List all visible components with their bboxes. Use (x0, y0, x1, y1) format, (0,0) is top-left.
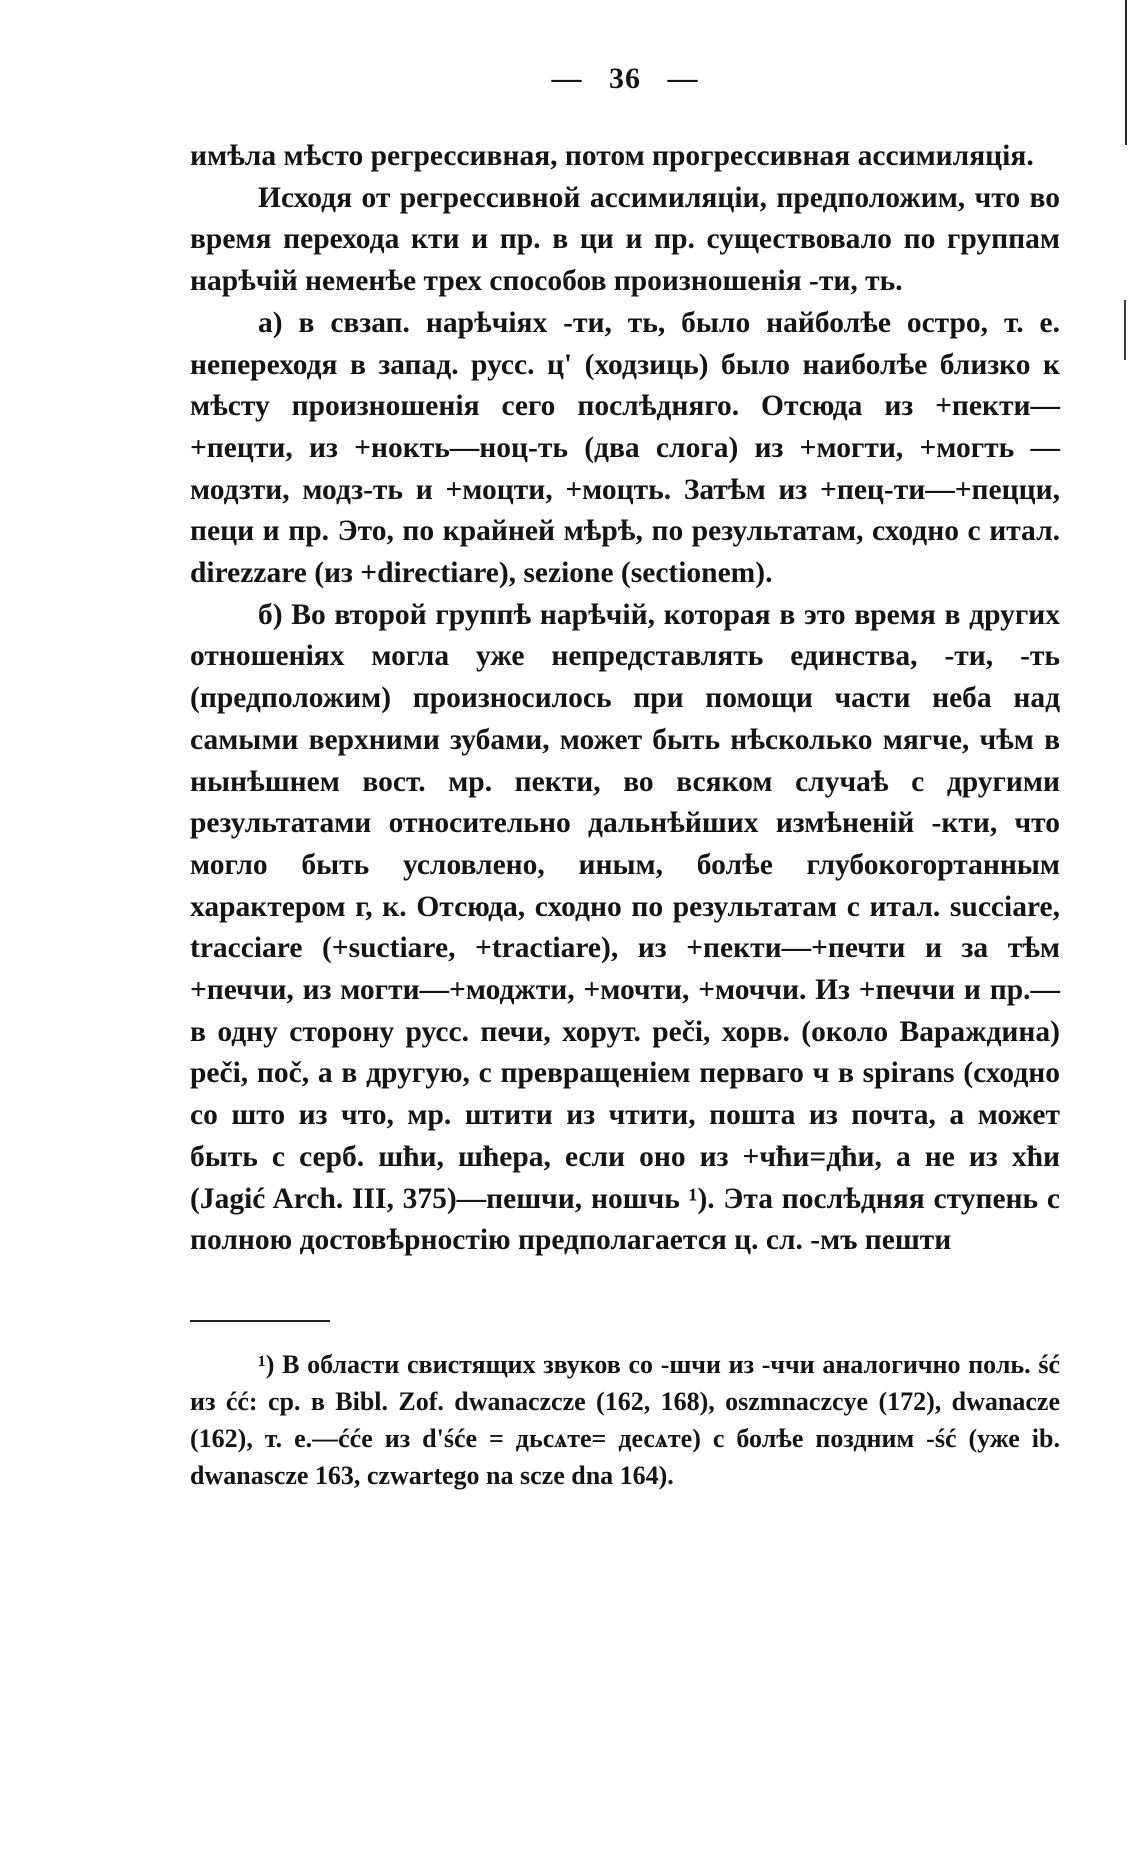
header-dash-right: — (667, 62, 699, 95)
footnote-divider (190, 1320, 330, 1322)
page-header (190, 62, 1060, 96)
page-number: 36 (609, 62, 641, 95)
footnote: ¹) В области свистящих звуков со -шчи из -ччи аналогично поль. ść из ćć: ср. в Bibl. Zof. dwanaczcze (162, 168), oszmnaczcye (172), dwanacze (162), т. е.—ćće из d'śće = дьсѧте= десѧте) с болѣе поздним -ść (уже ib. dwanascze 163, czwartego na scze dna 164). (190, 1349, 1060, 1490)
book-page (190, 62, 1060, 1494)
header-dash-left: — (551, 62, 583, 95)
paragraph: а) в свзап. нарѣчіях -ти, ть, было найболѣе остро, т. е. непереходя в запад. русс. ц' (ходзиць) было наиболѣе близко к мѣсту произношенія сего послѣдняго. Отсюда из +пекти—+пецти, из +нокть—ноц-ть (два слога) из +могти, +могть — модзти, модз-ть и +моцти, +моцть. Затѣм из +пец-ти—+пецци, пеци и пр. Это, по крайней мѣрѣ, по результатам, сходно с итал. direzzare (из +directiare), sezione (sectionem). (190, 306, 1060, 590)
paragraph: Исходя от регрессивной ассимиляціи, предположим, что во время перехода кти и пр. в ци и пр. существовало по группам нарѣчій неменѣе трех способов произношенія -ти, ть. (190, 181, 1060, 298)
scan-edge-line (1124, 300, 1126, 360)
paragraph: б) Во второй группѣ нарѣчій, которая в это время в других отношеніях могла уже непредставлять единства, -ти, -ть (предположим) произносилось при помощи части неба над самыми верхними зубами, может быть нѣсколько мягче, чѣм в нынѣшнем вост. мр. пекти, во всяком случаѣ с другими результатами относительно дальнѣйших измѣненій -кти, что могло быть условлено, иным, болѣе глубокогортанным характером г, к. Отсюда, сходно по результатам с итал. succiare, tracciare (+suctiare, +tractiare), из +пекти—+печти и за тѣм +печчи, из могти—+моджти, +мочти, +моччи. Из +печчи и пр.—в одну сторону русс. печи, хорут. peči, хорв. (около Вараждина) peči, поč, а в другую, с превращеніем перваго ч в spirans (сходно со што из что, мр. штити из чтити, пошта из почта, а может быть с серб. шħи, шħера, если оно из +чħи=дħи, а не из хħи (Jagić Arch. III, 375)—пешчи, ношчь ¹). Эта послѣдняя ступень с полною достовѣрностію предполагается ц. сл. -мъ пешти (190, 598, 1060, 1257)
scan-edge-line (1125, 0, 1127, 145)
body-text (190, 136, 1060, 1262)
paragraph: имѣла мѣсто регрессивная, потом прогрессивная ассимиляція. (190, 140, 1034, 172)
